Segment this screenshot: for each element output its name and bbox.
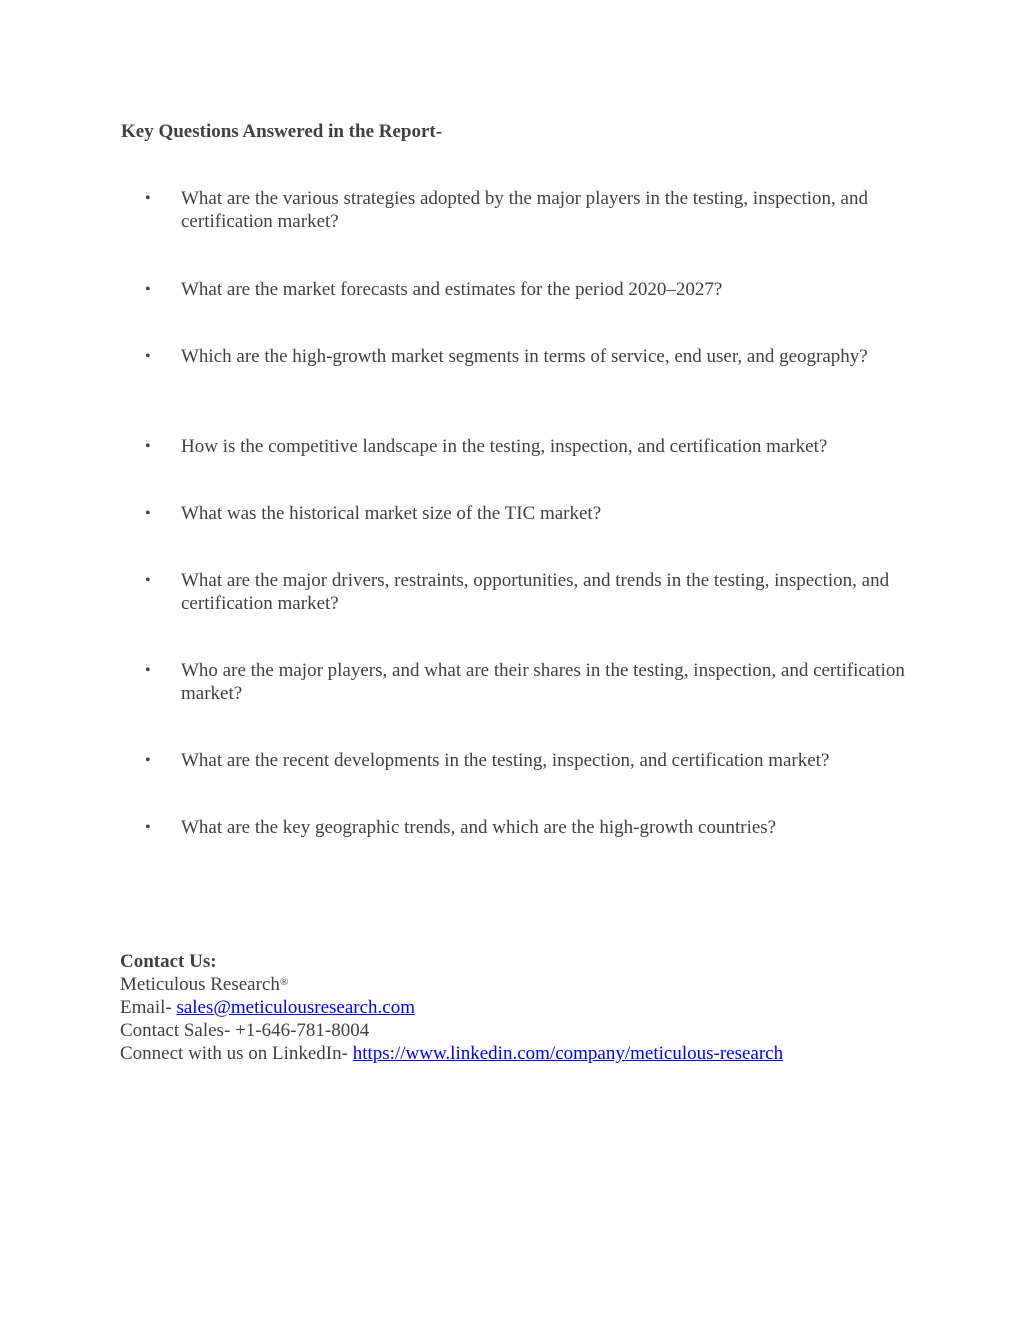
bullet-icon: • — [145, 572, 151, 589]
bullet-icon: • — [145, 662, 151, 679]
contact-block — [120, 950, 783, 1065]
question-text: What are the recent developments in the testing, inspection, and certification market? — [181, 750, 830, 771]
bullet-icon: • — [145, 281, 151, 298]
company-line — [120, 973, 783, 996]
linkedin-label: Connect with us on LinkedIn- — [120, 1043, 353, 1064]
linkedin-line — [120, 1042, 783, 1065]
question-text: What are the market forecasts and estimates for the period 2020–2027? — [181, 279, 723, 300]
bullet-icon: • — [145, 505, 151, 522]
contact-title: Contact Us: — [120, 951, 217, 972]
bullet-icon: • — [145, 819, 151, 836]
bullet-icon: • — [145, 190, 151, 207]
section-heading: Key Questions Answered in the Report- — [121, 121, 443, 142]
question-text: What are the major drivers, restraints, opportunities, and trends in the testing, inspection, and certification market? — [181, 570, 890, 614]
question-text: Who are the major players, and what are their shares in the testing, inspection, and certification market? — [181, 660, 905, 704]
question-text: Which are the high-growth market segments in terms of service, end user, and geography? — [181, 346, 868, 367]
sales-phone: +1-646-781-8004 — [235, 1020, 370, 1041]
email-label: Email- — [120, 997, 177, 1018]
question-text: What are the various strategies adopted by the major players in the testing, inspection, and certification market? — [181, 188, 868, 232]
email-line — [120, 996, 783, 1019]
bullet-icon: • — [145, 348, 151, 365]
bullet-icon: • — [145, 438, 151, 455]
registered-mark: ® — [279, 976, 289, 988]
question-text: What was the historical market size of the TIC market? — [181, 503, 602, 524]
email-link[interactable]: sales@meticulousresearch.com — [176, 997, 416, 1018]
company-name: Meticulous Research — [120, 974, 280, 995]
bullet-icon: • — [145, 752, 151, 769]
linkedin-link[interactable]: https://www.linkedin.com/company/meticulous-research — [352, 1043, 784, 1064]
sales-label: Contact Sales- — [120, 1020, 236, 1041]
sales-line — [120, 1019, 783, 1042]
question-text: How is the competitive landscape in the testing, inspection, and certification market? — [181, 436, 828, 457]
question-text: What are the key geographic trends, and which are the high-growth countries? — [181, 817, 777, 838]
